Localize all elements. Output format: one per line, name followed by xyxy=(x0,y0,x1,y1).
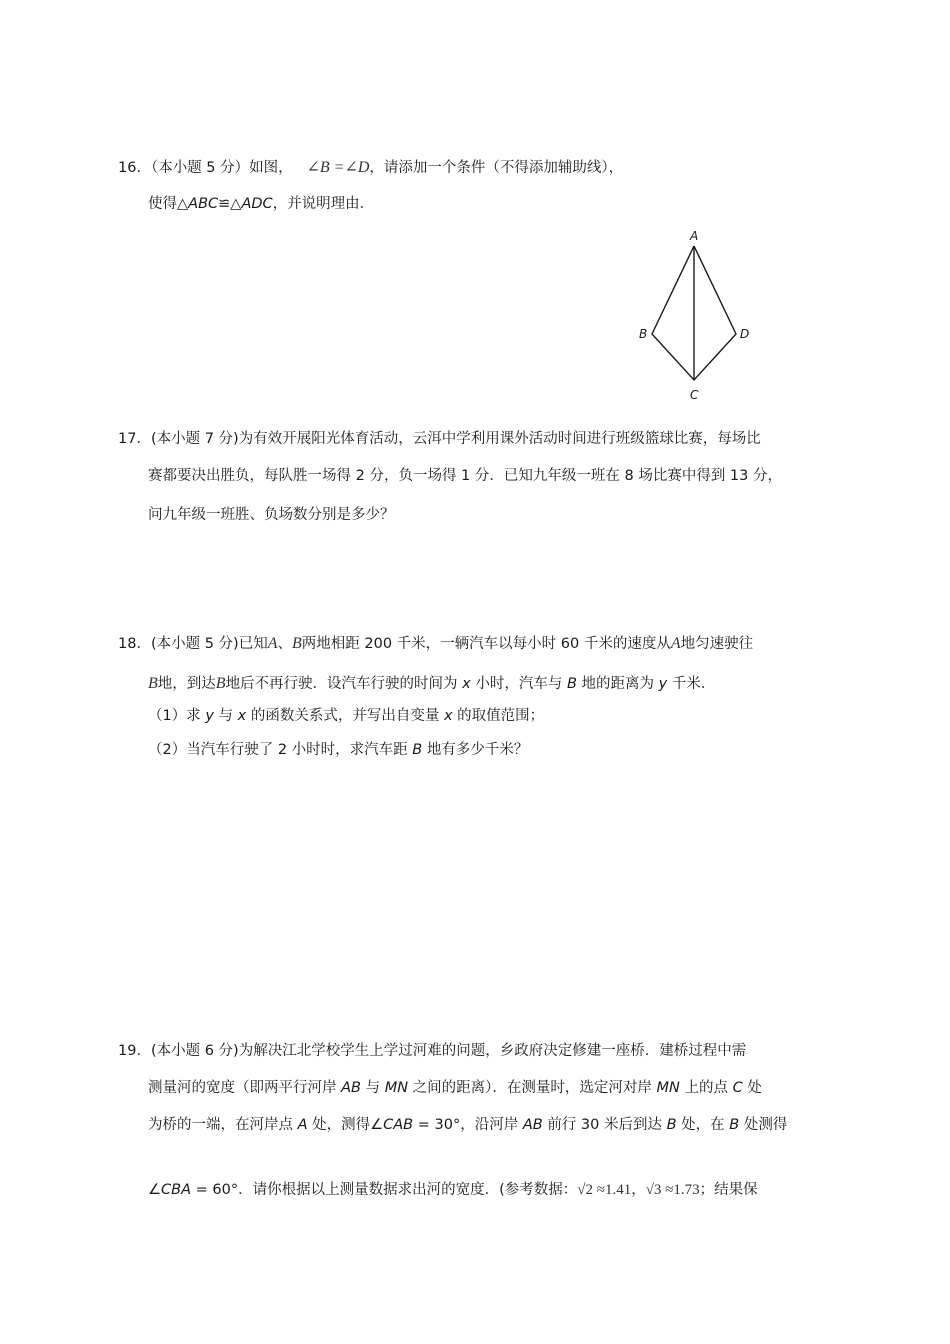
q16-line-1: 16．（本小题 5 分）如图， ∠B =∠D，请添加一个条件（不得添加辅助线）， xyxy=(118,159,624,176)
q18-line-2: B地，到达B地后不再行驶．设汽车行驶的时间为 x 小时，汽车与 B 地的距离为 y 千米． xyxy=(148,675,716,692)
q18-part-2: （2）当汽车行驶了 2 小时时，求汽车距 B 地有多少千米？ xyxy=(148,742,529,758)
angle-expression: ∠B =∠D xyxy=(306,159,370,176)
vertex-label-a: A xyxy=(690,229,699,243)
sqrt2-approx: √2 ≈1.41 xyxy=(577,1182,632,1198)
q17-line-1: 17．(本小题 7 分)为有效开展阳光体育活动，云洱中学利用课外活动时间进行班级篮球比赛，每场比 xyxy=(118,431,761,447)
q18-line-1: 18．(本小题 5 分)已知A、B两地相距 200 千米，一辆汽车以每小时 60 千米的速度从A地匀速驶往 xyxy=(118,635,754,652)
sqrt3-approx: √3 ≈1.73 xyxy=(645,1182,700,1198)
q18-part-1: （1）求 y 与 x 的函数关系式，并写出自变量 x 的取值范围； xyxy=(148,708,545,724)
q17-line-2: 赛都要决出胜负，每队胜一场得 2 分，负一场得 1 分．已知九年级一班在 8 场比赛中得到 13 分， xyxy=(148,468,782,484)
vertex-label-d: D xyxy=(740,327,750,341)
vertex-label-c: C xyxy=(690,388,699,402)
q17-line-3: 问九年级一班胜、负场数分别是多少？ xyxy=(148,507,395,523)
q16-line-2: 使得△ABC≌△ADC，并说明理由． xyxy=(148,196,375,212)
q16-number: 16． xyxy=(118,160,151,176)
q19-line-4: ∠CBA = 60°．请你根据以上测量数据求出河的宽度．(参考数据：√2 ≈1.41，√3 ≈1.73；结果保 xyxy=(148,1182,758,1198)
vertex-label-b: B xyxy=(639,327,648,341)
q19-line-2: 测量河的宽度（即两平行河岸 AB 与 MN 之间的距离）．在测量时，选定河对岸 MN 上的点 C 处 xyxy=(148,1080,762,1096)
q19-line-3: 为桥的一端，在河岸点 A 处，测得∠CAB = 30°，沿河岸 AB 前行 30 米后到达 B 处，在 B 处测得 xyxy=(148,1117,788,1133)
q19-line-1: 19．(本小题 6 分)为解决江北学校学生上学过河难的问题，乡政府决定修建一座桥．建桥过程中需 xyxy=(118,1043,747,1059)
quadrilateral-figure xyxy=(630,228,760,406)
